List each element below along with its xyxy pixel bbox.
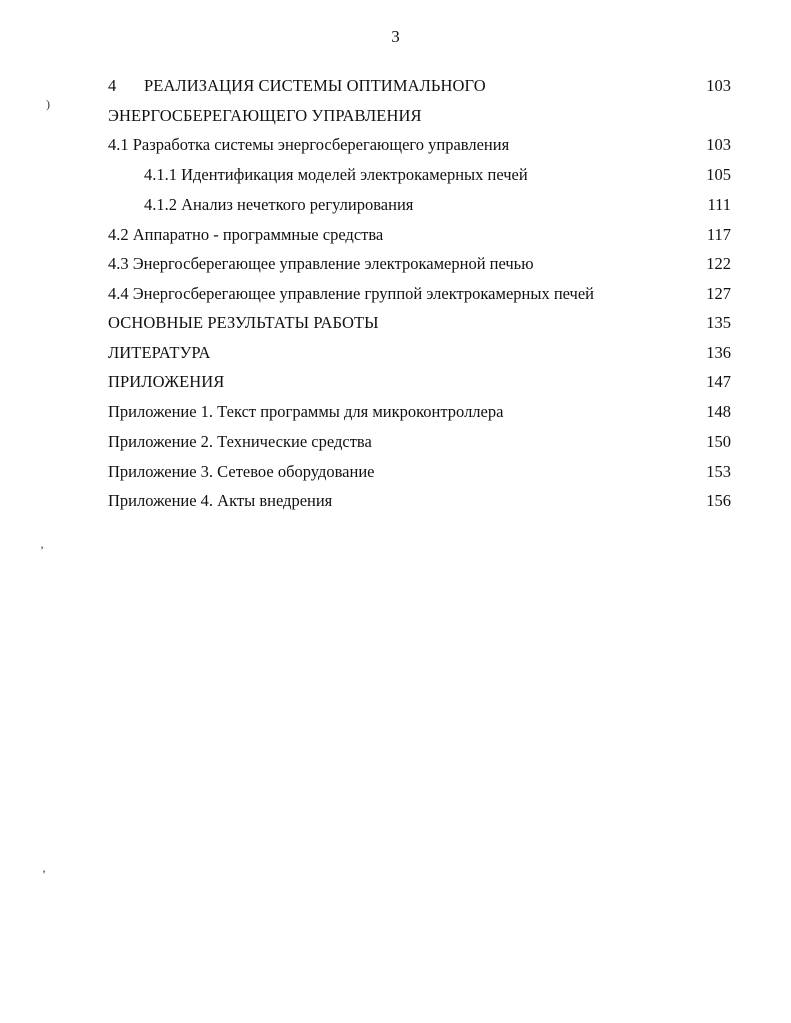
margin-mark: ) <box>46 97 50 111</box>
toc-entry-title: 4.4 Энергосберегающее управление группой электрокамерных печей <box>108 284 595 303</box>
toc-entry-page: 127 <box>706 284 731 303</box>
toc-entry-page: 153 <box>706 462 731 481</box>
toc-entry-title: ЭНЕРГОСБЕРЕГАЮЩЕГО УПРАВЛЕНИЯ <box>108 106 422 125</box>
toc-entry-appendix-3 <box>0 461 791 483</box>
toc-entry-title: Приложение 4. Акты внедрения <box>108 491 333 510</box>
toc-entry-page: 103 <box>706 135 731 154</box>
toc-entry-title: 4.3 Энергосберегающее управление электрокамерной печью <box>108 254 534 273</box>
toc-entry-4-1-2 <box>0 194 791 216</box>
toc-entry-chapter-4 <box>0 75 791 97</box>
toc-entry-page: 156 <box>706 491 731 510</box>
margin-mark: ’ <box>42 867 46 881</box>
toc-entry-title: Приложение 2. Технические средства <box>108 432 372 451</box>
toc-entry-title: ОСНОВНЫЕ РЕЗУЛЬТАТЫ РАБОТЫ <box>108 313 379 332</box>
toc-entry-page: 135 <box>706 313 731 332</box>
toc-entry-page: 105 <box>706 165 731 184</box>
toc-entry-title: 4.1.1 Идентификация моделей электрокамерных печей <box>144 165 528 184</box>
toc-entry-appendix-1 <box>0 401 791 423</box>
toc-entry-page: 122 <box>706 254 731 273</box>
toc-entry-title: 4.1.2 Анализ нечеткого регулирования <box>144 195 414 214</box>
toc-entry-results <box>0 312 791 334</box>
toc-entry-page: 103 <box>706 76 731 95</box>
toc-entry-4-2 <box>0 224 791 246</box>
toc-entry-chapter-4-continued <box>0 105 791 127</box>
toc-entry-4-3 <box>0 253 791 275</box>
toc-entry-page: 148 <box>706 402 731 421</box>
toc-entry-appendix-2 <box>0 431 791 453</box>
toc-entry-number: 4 <box>108 76 117 95</box>
toc-entry-page: 136 <box>706 343 731 362</box>
toc-entry-title: ПРИЛОЖЕНИЯ <box>108 372 225 391</box>
toc-entry-title: 4.2 Аппаратно - программные средства <box>108 225 384 244</box>
toc-entry-page: 111 <box>707 195 731 214</box>
toc-entry-appendix-4 <box>0 490 791 512</box>
toc-entry-4-1 <box>0 134 791 156</box>
toc-entry-appendices <box>0 371 791 393</box>
toc-entry-4-4 <box>0 283 791 305</box>
toc-entry-title: 4 РЕАЛИЗАЦИЯ СИСТЕМЫ ОПТИМАЛЬНОГО <box>108 76 486 95</box>
page-number: 3 <box>391 27 400 46</box>
toc-entry-literature <box>0 342 791 364</box>
toc-entry-title: 4.1 Разработка системы энергосберегающего управления <box>108 135 510 154</box>
toc-entry-title: Приложение 3. Сетевое оборудование <box>108 462 375 481</box>
toc-entry-page: 147 <box>706 372 731 391</box>
margin-mark: ’ <box>40 543 44 557</box>
toc-entry-title: Приложение 1. Текст программы для микроконтроллера <box>108 402 504 421</box>
toc-entry-4-1-1 <box>0 164 791 186</box>
toc-entry-page: 117 <box>706 225 731 244</box>
toc-entry-page: 150 <box>706 432 731 451</box>
toc-entry-title: ЛИТЕРАТУРА <box>108 343 211 362</box>
